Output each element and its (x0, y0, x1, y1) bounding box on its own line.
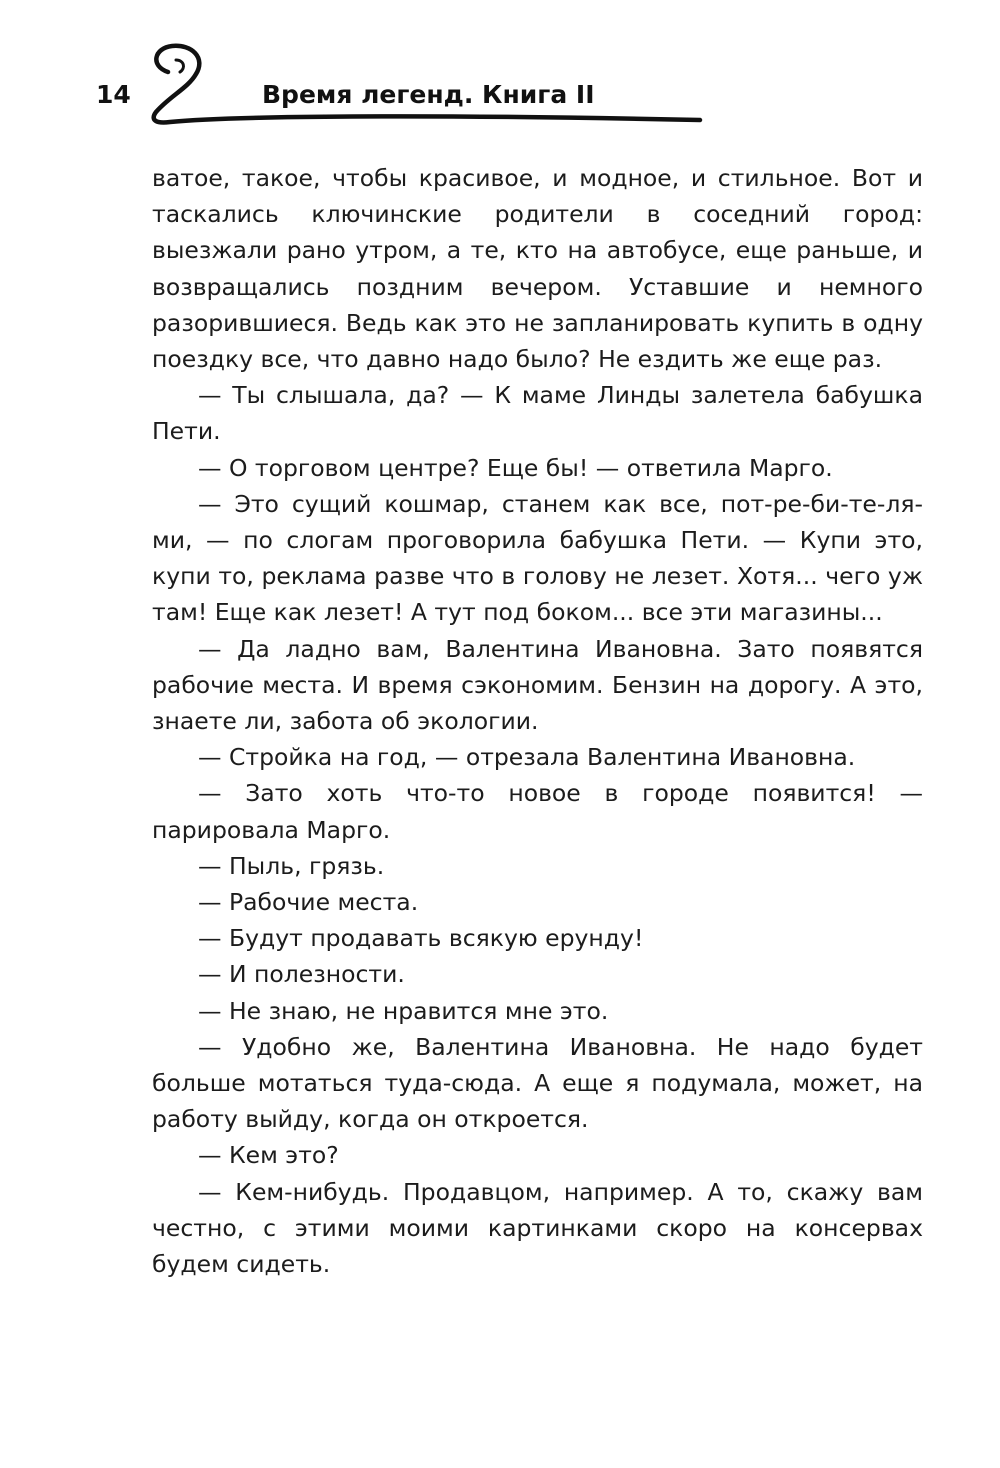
paragraph: — Кем-нибудь. Продавцом, например. А то, скажу вам честно, с этими моими картинками скоро на консервах будем сидеть. (152, 1177, 923, 1279)
paragraph: — О торговом центре? Еще бы! — ответила Марго. (198, 453, 833, 482)
paragraph: ватое, такое, чтобы красивое, и модное, и стильное. Вот и таскались ключинские родители в соседний город: выезжали рано утром, а те, кто на автобусе, еще раньше, и возвращались поздним вечером. Уставшие и немного разорившиеся. Ведь как это не запланировать купить в одну поездку все, что давно надо было? Не ездить же еще раз. (152, 164, 923, 374)
paragraph: — Зато хоть что-то новое в городе появится! — парировала Марго. (152, 779, 923, 844)
paragraph: — И полезности. (198, 960, 405, 989)
paragraph: — Да ладно вам, Валентина Ивановна. Зато появятся рабочие места. И время сэкономим. Бензин на дорогу. А это, знаете ли, забота об экологии. (152, 634, 923, 736)
paragraph: — Это сущий кошмар, станем как все, пот-ре-би-те-ля-ми, — по слогам проговорила бабушка Пети. — Купи это, купи то, реклама разве что в голову не лезет. Хотя... чего уж там! Еще как лезет! А тут под боком... все эти магазины... (152, 489, 923, 627)
paragraph: — Удобно же, Валентина Ивановна. Не надо будет больше мотаться туда-сюда. А еще я подумала, может, на работу выйду, когда он откроется. (152, 1032, 923, 1134)
swirl-ornament-icon (0, 0, 1000, 140)
paragraph: — Будут продавать всякую ерунду! (198, 924, 644, 953)
paragraph: — Кем это? (198, 1141, 339, 1170)
paragraph: — Пыль, грязь. (198, 851, 385, 880)
paragraph: — Стройка на год, — отрезала Валентина Ивановна. (198, 743, 856, 772)
page-header (0, 0, 1000, 140)
body-text (152, 160, 923, 1282)
paragraph: — Не знаю, не нравится мне это. (198, 996, 609, 1025)
paragraph: — Ты слышала, да? — К маме Линды залетела бабушка Пети. (152, 381, 923, 446)
page-number: 14 (96, 80, 131, 109)
running-title: Время легенд. Книга II (262, 80, 595, 109)
paragraph: — Рабочие места. (198, 888, 419, 917)
